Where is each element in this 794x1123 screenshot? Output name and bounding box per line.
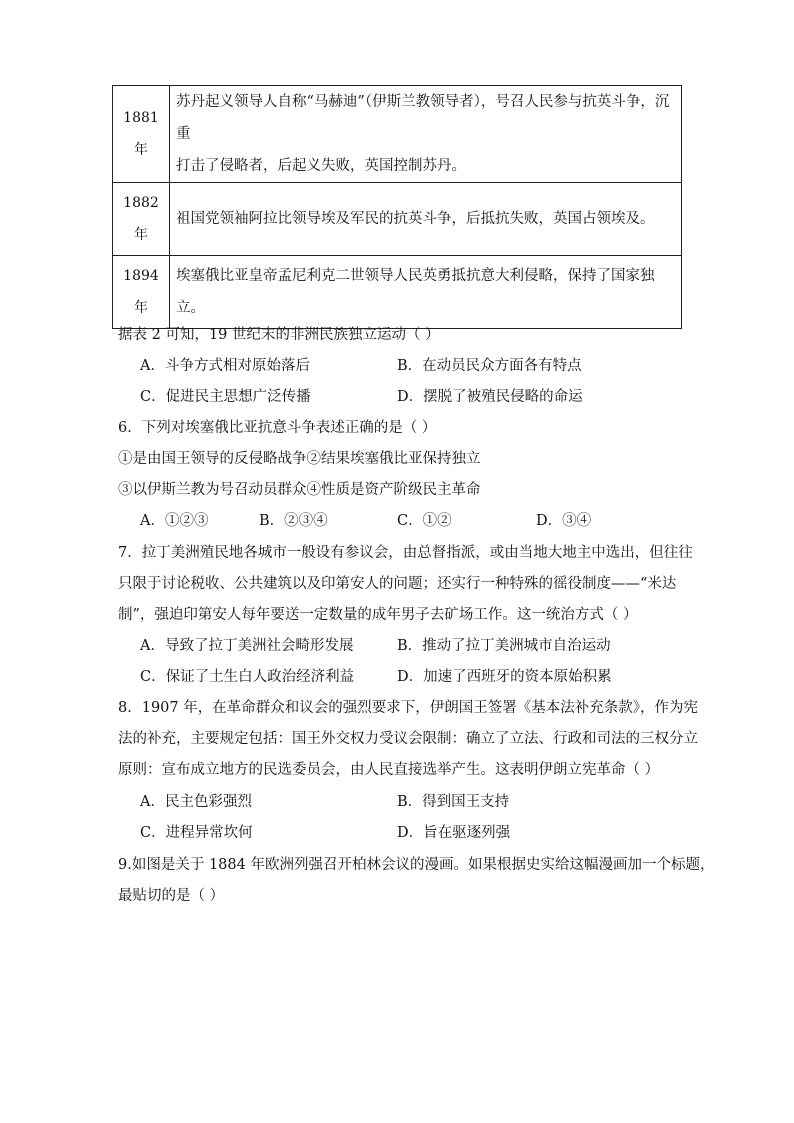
year-number: 1882 xyxy=(123,195,159,211)
description-line: 打击了侵略者，后起义失败，英国控制苏丹。 xyxy=(176,158,466,174)
q8-stem-line: 8．1907 年，在革命群众和议会的强烈要求下，伊朗国王签署《基本法补充条款》，作为宪 xyxy=(118,700,698,716)
q6-option-a[interactable]: A．①②③ xyxy=(140,513,209,529)
table-row xyxy=(113,183,682,256)
year-number: 1894 xyxy=(123,268,159,284)
q6-stem: 6．下列对埃塞俄比亚抗意斗争表述正确的是（ ） xyxy=(118,420,437,436)
q8-option-c[interactable]: C．进程异常坎何 xyxy=(140,825,253,841)
q6-statement-2: ③以伊斯兰教为号召动员群众④性质是资产阶级民主革命 xyxy=(118,482,481,498)
q7-stem-line: 制”，强迫印第安人每年要送一定数量的成年男子去矿场工作。这一统治方式（ ） xyxy=(118,607,638,623)
q7-option-a[interactable]: A．导致了拉丁美洲社会畸形发展 xyxy=(140,638,354,654)
q8-option-d[interactable]: D．旨在驱逐列强 xyxy=(397,825,511,841)
q7-option-b[interactable]: B．推动了拉丁美洲城市自治运动 xyxy=(397,638,611,654)
history-table xyxy=(112,85,682,329)
q5-option-d[interactable]: D．摆脱了被殖民侵略的命运 xyxy=(397,389,583,405)
q7-stem-line: 只限于讨论税收、公共建筑以及印第安人的问题；还实行一种特殊的徭役制度——“米达 xyxy=(118,576,677,592)
q8-stem-line: 法的补充，主要规定包括：国王外交权力受议会限制：确立了立法、行政和司法的三权分立 xyxy=(118,731,698,747)
q9-stem-line: 最贴切的是（ ） xyxy=(118,888,225,904)
q7-option-d[interactable]: D．加速了西班牙的资本原始积累 xyxy=(397,669,612,685)
q6-option-b[interactable]: B．②③④ xyxy=(259,513,328,529)
year-cell xyxy=(113,183,170,256)
year-unit: 年 xyxy=(134,142,148,158)
description-cell xyxy=(170,256,682,329)
q8-stem-line: 原则：宣布成立地方的民选委员会，由人民直接选举产生。这表明伊朗立宪革命（ ） xyxy=(118,762,660,778)
q5-option-c[interactable]: C．促进民主思想广泛传播 xyxy=(140,389,311,405)
q5-stem: 据表 2 可知，19 世纪末的非洲民族独立运动（ ） xyxy=(118,327,440,343)
year-unit: 年 xyxy=(134,300,148,316)
year-unit: 年 xyxy=(134,227,148,243)
year-cell xyxy=(113,86,170,183)
description-cell xyxy=(170,86,682,183)
description-line: 埃塞俄比亚皇帝孟尼利克二世领导人民英勇抵抗意大利侵略，保持了国家独立。 xyxy=(176,268,655,316)
q6-option-d[interactable]: D．③④ xyxy=(536,513,592,529)
q7-option-c[interactable]: C．保证了土生白人政治经济利益 xyxy=(140,669,355,685)
description-line: 苏丹起义领导人自称“马赫迪”（伊斯兰教领导者），号召人民参与抗英斗争，沉重 xyxy=(176,94,670,142)
q5-option-a[interactable]: A．斗争方式相对原始落后 xyxy=(140,358,310,374)
q5-option-b[interactable]: B．在动员民众方面各有特点 xyxy=(397,358,582,374)
table-row xyxy=(113,256,682,329)
q9-stem-line: 9.如图是关于 1884 年欧洲列强召开柏林会议的漫画。如果根据史实给这幅漫画加一个标题， xyxy=(118,857,715,873)
q6-option-c[interactable]: C．①② xyxy=(397,513,452,529)
q6-statement-1: ①是由国王领导的反侵略战争②结果埃塞俄比亚保持独立 xyxy=(118,451,481,467)
year-number: 1881 xyxy=(123,110,159,126)
table-row xyxy=(113,86,682,183)
q8-option-a[interactable]: A．民主色彩强烈 xyxy=(140,794,252,810)
q8-option-b[interactable]: B．得到国王支持 xyxy=(397,794,510,810)
description-line: 祖国党领袖阿拉比领导埃及军民的抗英斗争，后抵抗失败，英国占领埃及。 xyxy=(176,211,655,227)
q7-stem-line: 7．拉丁美洲殖民地各城市一般设有参议会，由总督指派，或由当地大地主中选出，但往往 xyxy=(118,545,693,561)
description-cell xyxy=(170,183,682,256)
year-cell xyxy=(113,256,170,329)
